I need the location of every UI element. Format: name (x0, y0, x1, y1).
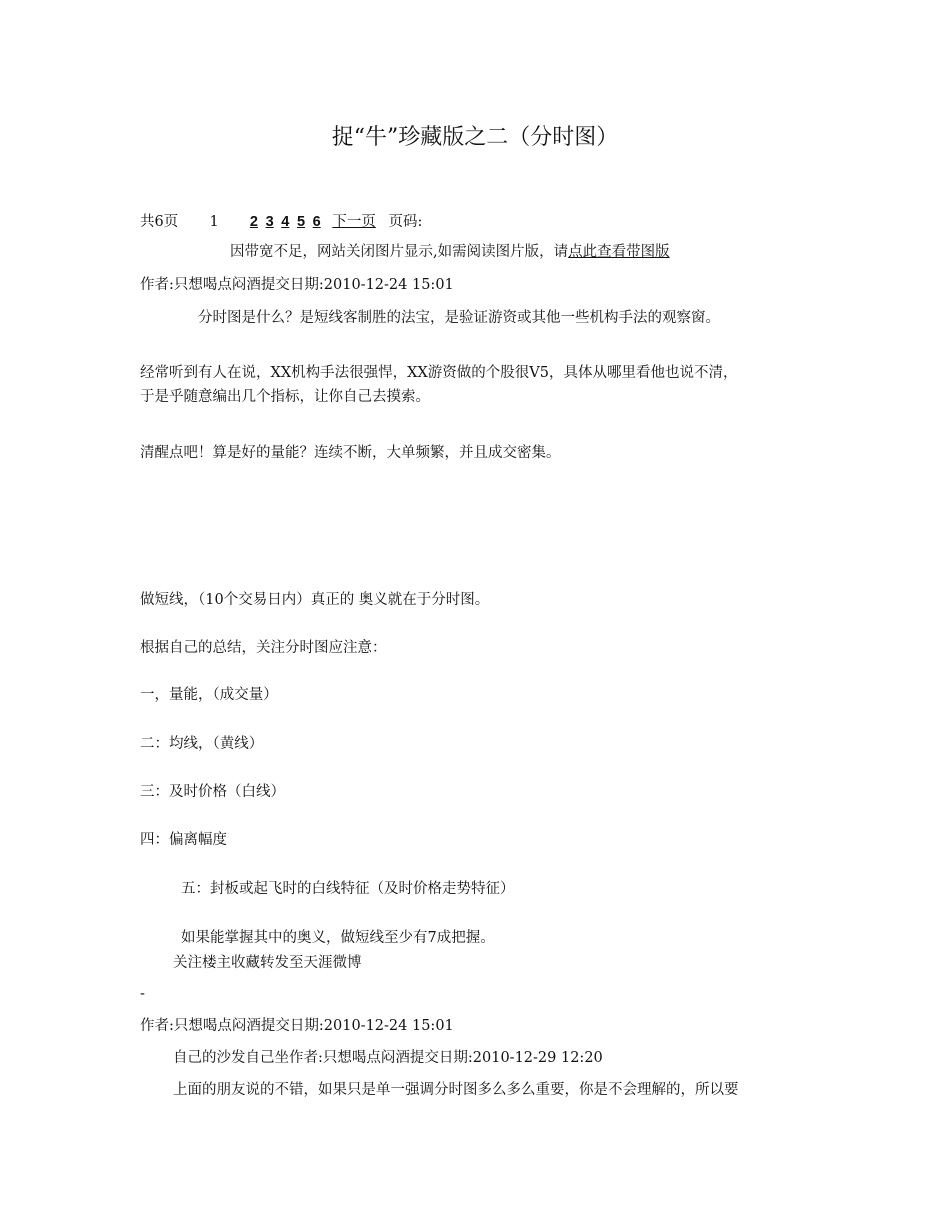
paragraph: 如果能掌握其中的奥义，做短线至少有7成把握。 (181, 930, 495, 946)
page-current: 1 (209, 214, 219, 230)
list-item: 四：偏离幅度 (140, 832, 227, 848)
paragraph: 分时图是什么？是短线客制胜的法宝，是验证游资或其他一些机构手法的观察窗。 (198, 310, 720, 326)
page-total: 共6页 (140, 214, 179, 230)
page-link-2[interactable]: 2 (249, 214, 258, 230)
page-link-3[interactable]: 3 (265, 214, 274, 230)
paragraph: 清醒点吧！算是好的量能？连续不断，大单频繁，并且成交密集。 (140, 445, 561, 461)
post-meta: 作者:只想喝点闷酒提交日期:2010-12-24 15:01 (140, 277, 454, 293)
paragraph: 于是乎随意编出几个指标，让你自己去摸索。 (140, 389, 430, 405)
bandwidth-notice (230, 242, 670, 262)
next-page-link[interactable]: 下一页 (332, 214, 376, 230)
list-item: 一，量能，（成交量） (140, 687, 278, 703)
page-title: 捉“牛”珍藏版之二（分时图） (331, 125, 619, 150)
separator-dash: - (140, 986, 145, 1002)
paragraph: 上面的朋友说的不错，如果只是单一强调分时图多么多么重要，你是不会理解的，所以要 (173, 1082, 739, 1098)
pagination (140, 212, 424, 232)
page-link-5[interactable]: 5 (296, 214, 306, 230)
list-item: 三：及时价格（白线） (140, 784, 285, 800)
view-image-version-link[interactable]: 点此查看带图版 (568, 244, 670, 260)
notice-text: 因带宽不足，网站关闭图片显示,如需阅读图片版，请 (230, 244, 569, 260)
page-code-label: 页码: (388, 214, 423, 230)
page-link-6[interactable]: 6 (312, 214, 321, 230)
list-item: 五：封板或起飞时的白线特征（及时价格走势特征） (181, 881, 515, 897)
reply-meta: 自己的沙发自己坐作者:只想喝点闷酒提交日期:2010-12-29 12:20 (173, 1050, 603, 1066)
paragraph: 经常听到有人在说，XX机构手法很强悍，XX游资做的个股很V5，具体从哪里看他也说不清， (140, 365, 738, 381)
post-meta: 作者:只想喝点闷酒提交日期:2010-12-24 15:01 (140, 1018, 454, 1034)
list-item: 二：均线，（黄线） (140, 736, 264, 752)
paragraph: 根据自己的总结，关注分时图应注意： (140, 640, 387, 656)
paragraph: 做短线，（10个交易日内）真正的 奥义就在于分时图。 (140, 592, 490, 608)
page-link-4[interactable]: 4 (281, 214, 290, 230)
share-weibo-link[interactable]: 关注楼主收藏转发至天涯微博 (173, 955, 362, 971)
